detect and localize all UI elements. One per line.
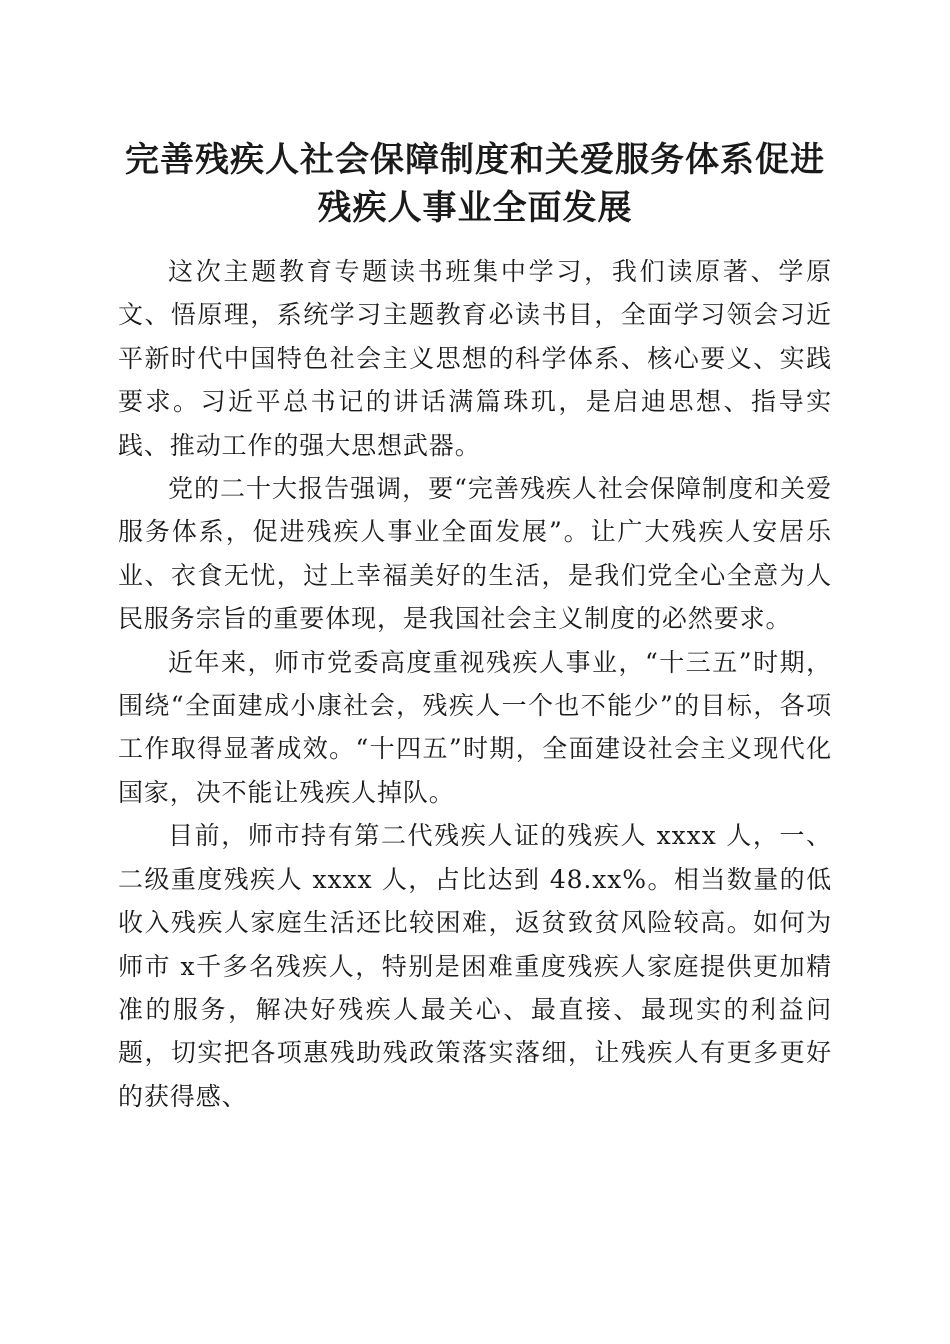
paragraph-3: 近年来，师市党委高度重视残疾人事业，“十三五”时期，围绕“全面建成小康社会，残疾人一个也不能少”的目标，各项工作取得显著成效。“十四五”时期，全面建设社会主义现代化国家，决不能让残疾人掉队。 <box>118 647 832 807</box>
document-title <box>100 136 850 232</box>
title-line-2: 残疾人事业全面发展 <box>317 188 633 228</box>
paragraph-2: 党的二十大报告强调，要“完善残疾人社会保障制度和关爱服务体系，促进残疾人事业全面发展”。让广大残疾人安居乐业、衣食无忧，过上幸福美好的生活，是我们党全心全意为人民服务宗旨的重要体现，是我国社会主义制度的必然要求。 <box>118 474 832 634</box>
paragraph-1: 这次主题教育专题读书班集中学习，我们读原著、学原文、悟原理，系统学习主题教育必读书目，全面学习领会习近平新时代中国特色社会主义思想的科学体系、核心要义、实践要求。习近平总书记的讲话满篇珠玑，是启迪思想、指导实践、推动工作的强大思想武器。 <box>118 257 832 460</box>
paragraph-4: 目前，师市持有第二代残疾人证的残疾人 xxxx 人，一、二级重度残疾人 xxxx 人，占比达到 48.xx%。相当数量的低收入残疾人家庭生活还比较困难，返贫致贫风险较高。如何为师市 x千多名残疾人，特别是困难重度残疾人家庭提供更加精准的服务，解决好残疾人最关心、最直接、最现实的利益问题，切实把各项惠残助残政策落实落细，让残疾人有更多更好的获得感、 <box>118 821 832 1111</box>
title-line-1: 完善残疾人社会保障制度和关爱服务体系促进 <box>125 140 825 180</box>
document-body <box>118 250 832 1118</box>
